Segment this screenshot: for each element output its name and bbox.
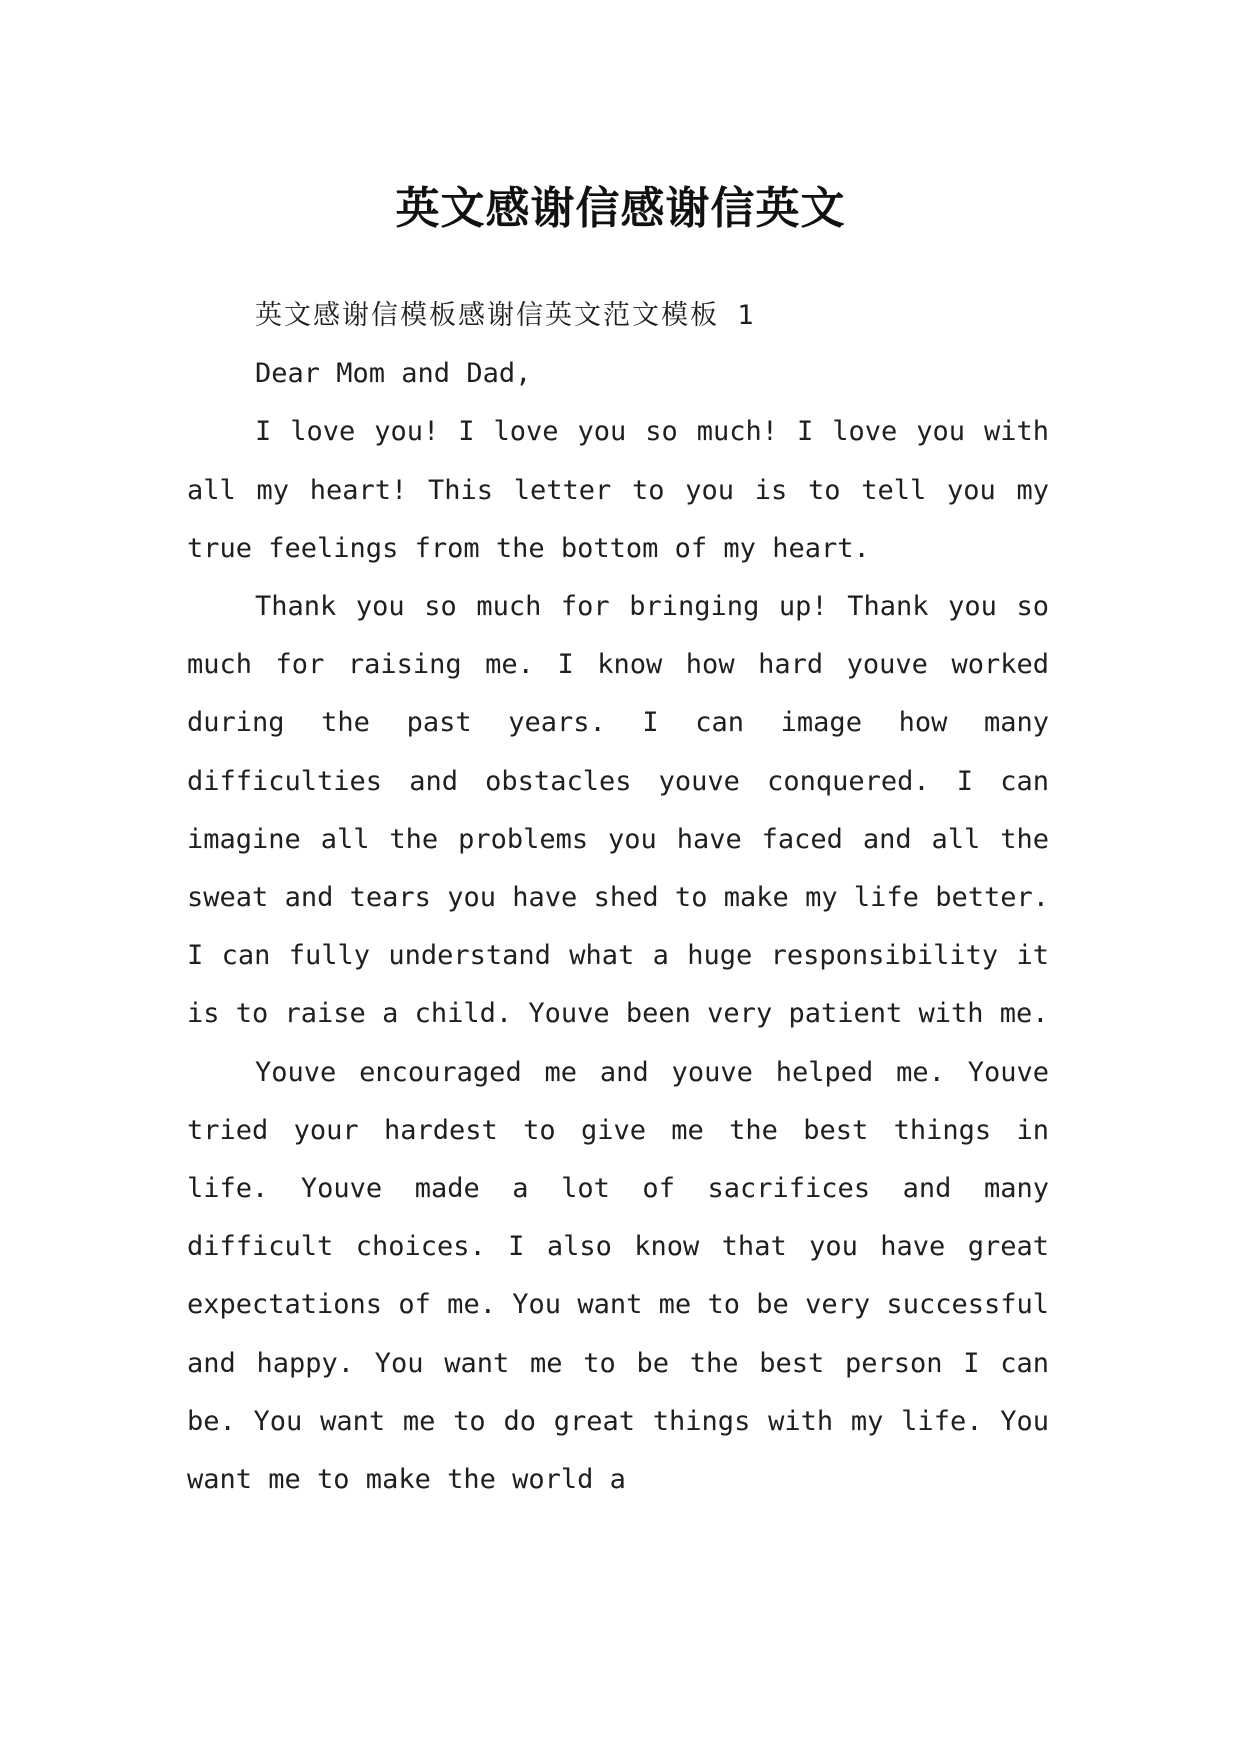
body-paragraph: I love you! I love you so much! I love you with all my heart! This letter to you is to tell you my true feelings from the bottom of my heart. [187, 416, 1049, 564]
document-body [187, 287, 1049, 1509]
section-heading: 英文感谢信模板感谢信英文范文模板 1 [255, 300, 756, 331]
body-paragraph: Thank you so much for bringing up! Thank you so much for raising me. I know how hard youve worked during the past years. I can image how many difficulties and obstacles youve conquered. I can imagine all the problems you have faced and all the sweat and tears you have shed to make my life better. I can fully understand what a huge responsibility it is to raise a child. Youve been very patient with me. [187, 591, 1049, 1030]
document-title: 英文感谢信感谢信英文 [395, 183, 846, 235]
body-paragraph: Youve encouraged me and youve helped me. Youve tried your hardest to give me the best things in life. Youve made a lot of sacrifices and many difficult choices. I also know that you have great expectations of me. You want me to be very successful and happy. You want me to be the best person I can be. You want me to do great things with my life. You want me to make the world a [187, 1056, 1049, 1496]
salutation: Dear Mom and Dad, [255, 358, 532, 390]
